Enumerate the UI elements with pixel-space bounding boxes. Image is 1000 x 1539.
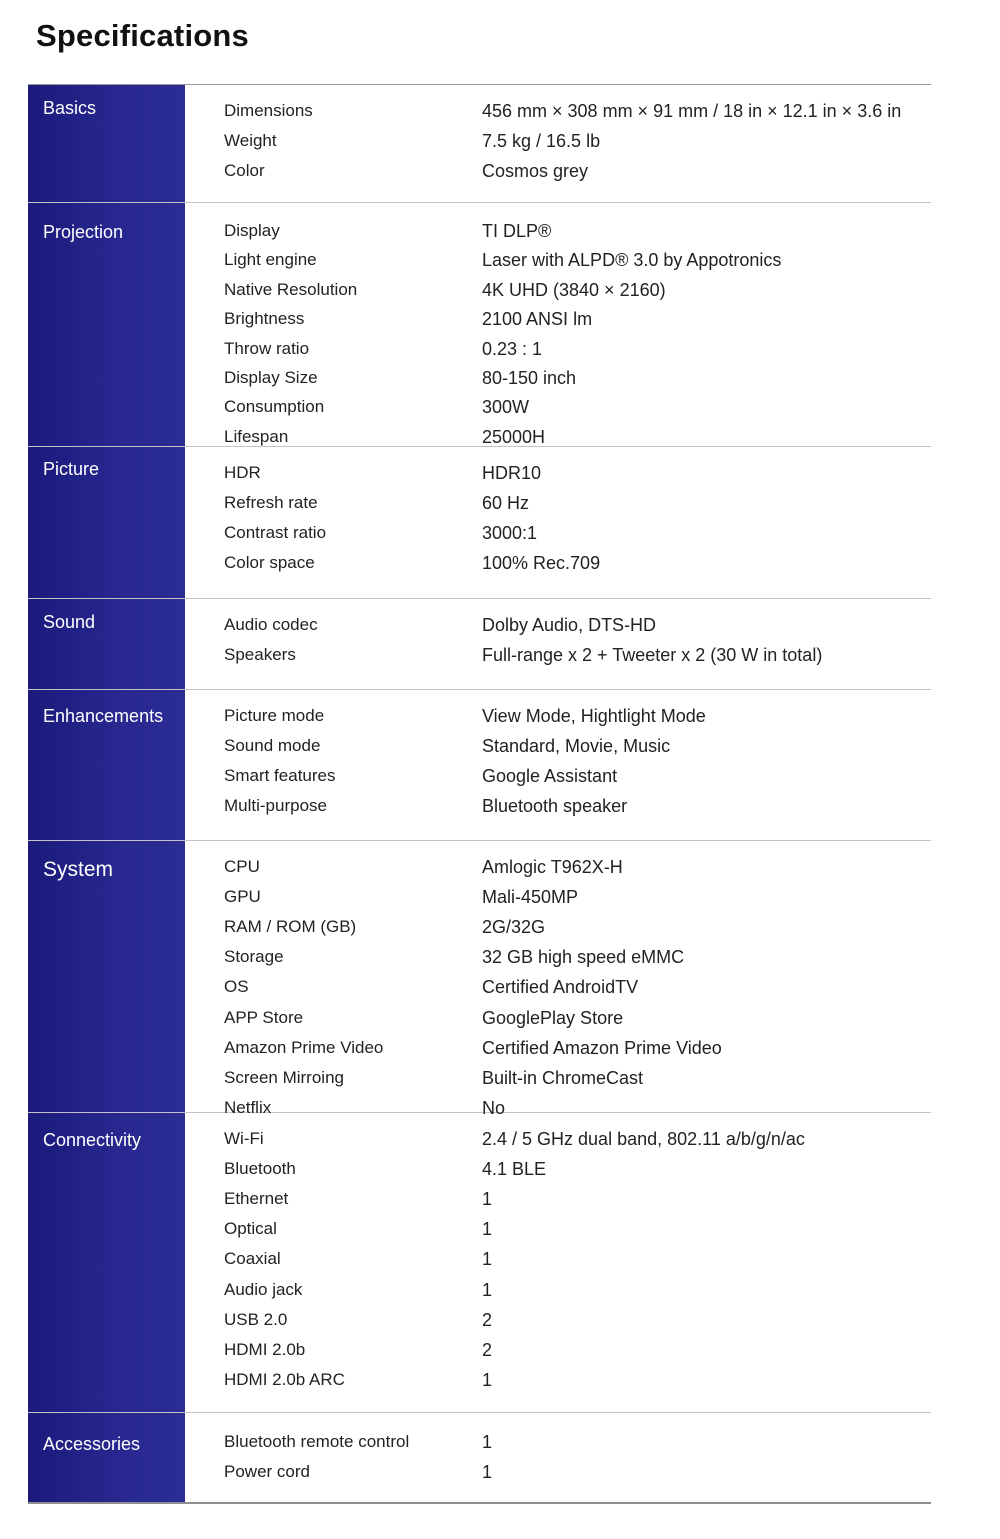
spec-value: No — [482, 1097, 506, 1118]
section-label-accessories — [28, 1413, 185, 1502]
section-label-text: Basics — [43, 98, 97, 118]
spec-value: 1 — [482, 1432, 493, 1452]
spec-row — [185, 791, 931, 821]
spec-value: Cosmos grey — [482, 161, 589, 181]
section-system — [28, 841, 931, 1118]
spec-value: 1 — [482, 1249, 493, 1270]
spec-row — [185, 392, 931, 422]
spec-name: Dimensions — [224, 101, 313, 120]
spec-name: Bluetooth remote control — [224, 1432, 410, 1451]
spec-value: 2 — [482, 1339, 493, 1360]
spec-row — [185, 245, 931, 275]
spec-name: Refresh rate — [224, 493, 318, 512]
section-label-text: Accessories — [43, 1434, 141, 1454]
spec-row — [185, 275, 931, 305]
spec-row — [185, 216, 931, 246]
section-label-text: Projection — [43, 222, 124, 242]
spec-row — [185, 126, 931, 156]
spec-row — [185, 912, 931, 942]
spec-name: Weight — [224, 131, 277, 150]
spec-row — [185, 640, 931, 670]
spec-name: Color space — [224, 553, 315, 572]
page-title: Specifications — [36, 18, 249, 53]
spec-table — [28, 84, 931, 1504]
spec-name: Netflix — [224, 1097, 272, 1117]
section-connectivity — [28, 1113, 931, 1413]
spec-row — [185, 731, 931, 761]
spec-value: 456 mm × 308 mm × 91 mm / 18 in × 12.1 in × 3.6 in — [482, 101, 902, 121]
spec-row — [185, 363, 931, 393]
spec-name: OS — [224, 977, 249, 997]
spec-value: Laser with ALPD® 3.0 by Appotronics — [482, 250, 782, 271]
spec-row — [185, 1184, 931, 1214]
spec-name: Sound mode — [224, 736, 321, 755]
spec-row — [185, 942, 931, 972]
spec-value: 300W — [482, 397, 530, 418]
spec-name: Coaxial — [224, 1249, 281, 1269]
spec-row — [185, 1154, 931, 1184]
section-sound — [28, 599, 931, 690]
spec-value: 1 — [482, 1219, 493, 1240]
spec-name: Wi-Fi — [224, 1129, 264, 1148]
spec-value: 2G/32G — [482, 917, 546, 938]
spec-value: 80-150 inch — [482, 368, 577, 388]
spec-row — [185, 96, 931, 126]
spec-value: 60 Hz — [482, 493, 530, 513]
section-label-text: Picture — [43, 459, 100, 479]
spec-name: Lifespan — [224, 426, 289, 446]
spec-name: Display Size — [224, 368, 318, 387]
spec-name: CPU — [224, 857, 260, 876]
spec-name: Optical — [224, 1219, 277, 1239]
section-picture — [28, 447, 931, 599]
section-label-projection — [28, 203, 185, 446]
spec-row — [185, 548, 931, 578]
spec-value: Standard, Movie, Music — [482, 736, 671, 756]
spec-row — [185, 1003, 931, 1033]
spec-value: Bluetooth speaker — [482, 796, 628, 816]
spec-value: View Mode, Hightlight Mode — [482, 706, 706, 726]
spec-name: USB 2.0 — [224, 1309, 288, 1329]
spec-name: HDMI 2.0b — [224, 1339, 306, 1359]
section-projection — [28, 203, 931, 447]
spec-row — [185, 1124, 931, 1154]
spec-name: Multi-purpose — [224, 796, 327, 815]
section-label-sound — [28, 599, 185, 689]
spec-value: 1 — [482, 1462, 493, 1482]
spec-name: Smart features — [224, 766, 336, 785]
spec-name: HDMI 2.0b ARC — [224, 1369, 345, 1389]
section-accessories — [28, 1413, 931, 1504]
spec-row — [185, 156, 931, 186]
spec-value: 2 — [482, 1309, 493, 1330]
spec-name: RAM / ROM (GB) — [224, 917, 357, 937]
spec-name: APP Store — [224, 1007, 304, 1027]
spec-name: Storage — [224, 947, 284, 967]
spec-value: Certified AndroidTV — [482, 977, 639, 998]
spec-row — [185, 518, 931, 548]
spec-row — [185, 882, 931, 912]
spec-value: Amlogic T962X-H — [482, 857, 623, 877]
section-label-connectivity — [28, 1113, 185, 1412]
spec-value: Certified Amazon Prime Video — [482, 1037, 722, 1058]
spec-value: TI DLP® — [482, 221, 552, 241]
spec-row — [185, 1214, 931, 1244]
spec-name: Picture mode — [224, 706, 325, 725]
spec-row — [185, 610, 931, 640]
spec-value: Google Assistant — [482, 766, 618, 786]
section-label-picture — [28, 447, 185, 598]
spec-name: Display — [224, 221, 280, 240]
spec-value: GooglePlay Store — [482, 1007, 624, 1028]
spec-row — [185, 1063, 931, 1093]
spec-name: Contrast ratio — [224, 523, 327, 542]
spec-value: 1 — [482, 1279, 493, 1300]
spec-row — [185, 458, 931, 488]
section-label-text: Sound — [43, 612, 96, 632]
spec-value: 4.1 BLE — [482, 1159, 547, 1180]
spec-value: 2100 ANSI lm — [482, 309, 593, 330]
spec-name: Audio codec — [224, 615, 318, 634]
spec-name: Light engine — [224, 250, 317, 270]
spec-name: Throw ratio — [224, 338, 310, 358]
spec-row — [185, 852, 931, 882]
spec-name: Brightness — [224, 309, 305, 329]
spec-value: HDR10 — [482, 463, 542, 483]
spec-value: 32 GB high speed eMMC — [482, 947, 685, 968]
section-basics — [28, 85, 931, 203]
spec-row — [185, 1275, 931, 1305]
spec-row — [185, 1033, 931, 1063]
section-label-enhancements — [28, 690, 185, 840]
spec-name: Native Resolution — [224, 279, 358, 299]
spec-name: Power cord — [224, 1462, 310, 1481]
spec-row — [185, 972, 931, 1002]
spec-row — [185, 1457, 931, 1487]
section-label-text: Connectivity — [43, 1130, 142, 1150]
spec-value: 2.4 / 5 GHz dual band, 802.11 a/b/g/n/ac — [482, 1129, 805, 1149]
section-label-text: Enhancements — [43, 706, 164, 726]
spec-name: Ethernet — [224, 1189, 289, 1209]
spec-value: 25000H — [482, 426, 546, 447]
spec-row — [185, 1305, 931, 1335]
spec-row — [185, 1365, 931, 1395]
spec-name: Color — [224, 161, 265, 180]
spec-value: Mali-450MP — [482, 887, 579, 908]
spec-name: Bluetooth — [224, 1159, 296, 1179]
spec-value: 7.5 kg / 16.5 lb — [482, 131, 601, 151]
spec-row — [185, 334, 931, 364]
spec-row — [185, 761, 931, 791]
spec-row — [185, 1244, 931, 1274]
spec-name: GPU — [224, 887, 261, 907]
spec-value: Dolby Audio, DTS-HD — [482, 615, 657, 635]
spec-value: 100% Rec.709 — [482, 553, 601, 573]
spec-name: Speakers — [224, 645, 296, 664]
spec-row — [185, 304, 931, 334]
section-label-text: System — [43, 858, 114, 881]
spec-row — [185, 1335, 931, 1365]
spec-value: 1 — [482, 1189, 493, 1210]
spec-name: HDR — [224, 463, 261, 482]
spec-value: Built-in ChromeCast — [482, 1067, 644, 1088]
spec-value: 1 — [482, 1369, 493, 1390]
spec-name: Consumption — [224, 397, 325, 417]
section-enhancements — [28, 690, 931, 841]
spec-name: Amazon Prime Video — [224, 1037, 384, 1057]
section-label-system — [28, 841, 185, 1112]
spec-name: Screen Mirroing — [224, 1067, 344, 1087]
spec-name: Audio jack — [224, 1279, 303, 1299]
spec-row — [185, 701, 931, 731]
spec-value: Full-range x 2 + Tweeter x 2 (30 W in total) — [482, 645, 823, 665]
spec-value: 3000:1 — [482, 523, 538, 543]
spec-row — [185, 1427, 931, 1457]
section-label-basics — [28, 85, 185, 202]
spec-row — [185, 488, 931, 518]
spec-value: 4K UHD (3840 × 2160) — [482, 279, 666, 300]
spec-value: 0.23 : 1 — [482, 338, 543, 359]
